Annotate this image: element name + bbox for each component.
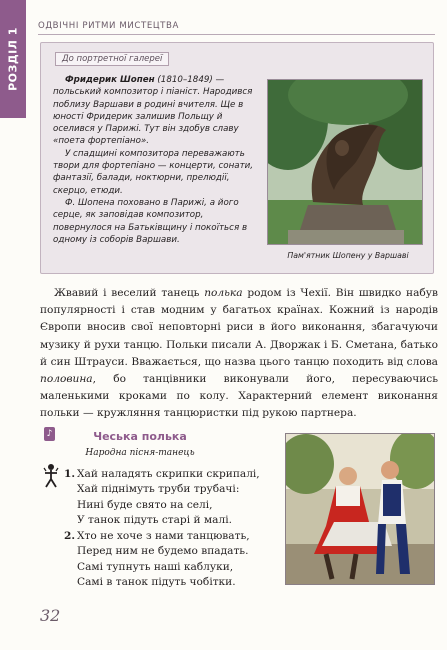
header-rule (38, 34, 435, 35)
gallery-text (53, 74, 260, 246)
monument-illustration (268, 80, 423, 245)
verse-line: Нині буде свято на селі, (77, 498, 213, 511)
music-note-icon: ♪ (44, 427, 55, 441)
portrait-gallery-box (40, 42, 434, 274)
dancing-figure-icon (42, 463, 60, 489)
song-verse-2 (64, 529, 274, 590)
composer-name: Фридерик Шопен (65, 75, 155, 85)
gallery-label: До портретної галереї (55, 52, 169, 66)
main-text-part-1: Жвавий і веселий танець (54, 287, 205, 299)
song-verse-1 (64, 467, 274, 528)
verse-line: Хай наладять скрипки скрипалі, (77, 468, 260, 480)
main-paragraph (40, 285, 438, 423)
verse-line: У танок підуть старі й малі. (77, 513, 232, 526)
page-number: 32 (40, 606, 61, 625)
gallery-paragraph-3: Ф. Шопена поховано в Парижі, а його серце, як заповідав композитор, повернулося на Батьківщину і покоїться в одному із соборів Варшави. (53, 197, 248, 245)
section-side-tab (0, 0, 26, 118)
verse-line: Хай піднімуть труби трубачі: (77, 483, 240, 496)
main-text-part-3: , бо танцівники виконували його, пересуваючись маленькими кроками по колу. Характерний елемент виконання польки — кружляння танцюристки під рукою партнера. (40, 373, 438, 420)
running-head: ОДВІЧНІ РИТМИ МИСТЕЦТВА (38, 21, 179, 31)
chopin-monument-photo (267, 79, 423, 245)
term-half: половина (40, 373, 93, 386)
song-subtitle: Народна пісня-танець (85, 448, 195, 458)
verse-line: Самі в танок підуть чобітки. (77, 575, 236, 588)
term-polka: полька (204, 287, 243, 299)
verse-number: 1. (64, 468, 76, 480)
section-label: РОЗДІЛ 1 (6, 27, 20, 91)
composer-intro: (1810–1849) — польський композитор і піаніст. Народився поблизу Варшави в родині вчителя. Ще в юності Фридерик залишив Польщу й оселився у Парижі. Тут він здобув славу «поета фортепіано». (53, 75, 253, 147)
main-text (40, 285, 438, 423)
gallery-paragraph-2: У спадщині композитора переважають твори для фортепіано — концерти, сонати, фантазії, балади, ноктюрни, прелюдії, скерцо, етюди. (53, 148, 254, 196)
dancers-photo (285, 433, 435, 585)
main-text-part-2: родом із Чехії. Він швидко набув популярності і став модним у багатьох країнах. Кожний із народів Європи вносив свої неповторні риси в його виконання, збагачуючи музику й рухи танцю. Польки писали А. Дворжак і Б. Сметана, батько й син Штрауси. Вважається, що назва цього танцю походить від слова (40, 287, 438, 368)
verse-line: Хто не хоче з нами танцювать, (77, 530, 250, 542)
monument-caption: Пам'ятник Шопену у Варшаві (287, 251, 409, 260)
verse-line: Самі тупнуть наші каблуки, (77, 560, 234, 573)
dancers-illustration (286, 434, 435, 585)
verse-number: 2. (64, 530, 76, 542)
verse-line: Перед ним не будемо впадать. (77, 545, 249, 558)
song-title: Чеська полька (93, 430, 187, 443)
gallery-paragraph-1 (53, 74, 260, 148)
